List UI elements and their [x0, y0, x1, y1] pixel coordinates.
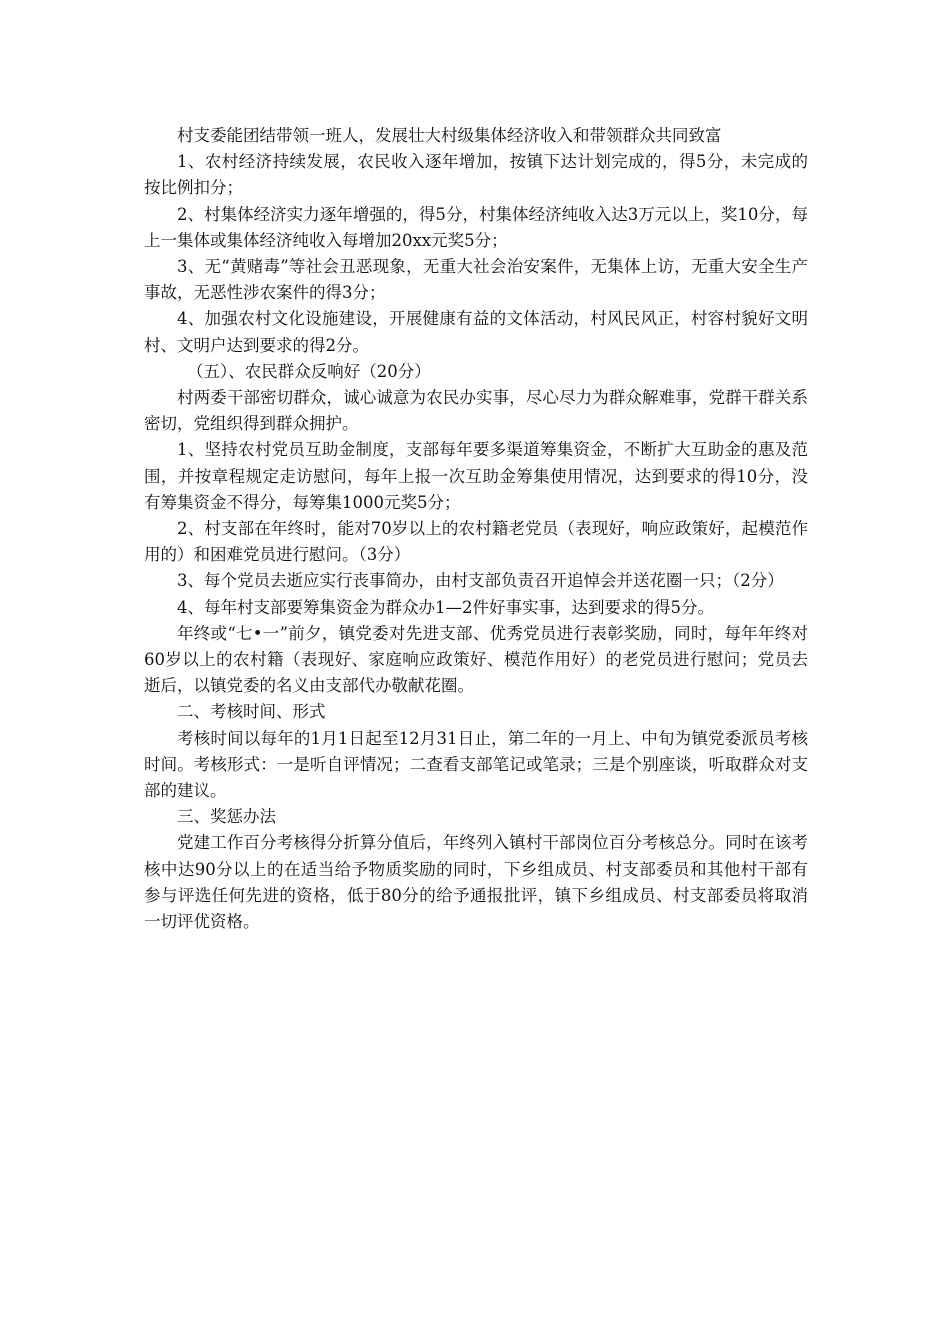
document-page — [144, 123, 808, 935]
paragraph-rewards: 党建工作百分考核得分折算分值后，年终列入镇村干部岗位百分考核总分。同时在该考核中达90分以上的在适当给予物质奖励的同时，下乡组成员、村支部委员和其他村干部有参与评选任何先进的资格，低于80分的给予通报批评，镇下乡组成员、村支部委员将取消一切评优资格。 — [144, 833, 808, 932]
paragraph-section5-intro: 村两委干部密切群众，诚心诚意为农民办实事，尽心尽力为群众解难事，党群干群关系密切，党组织得到群众拥护。 — [144, 388, 808, 434]
paragraph-section5-item-2: 2、村支部在年终时，能对70岁以上的农村籍老党员（表现好，响应政策好，起模范作用的）和困难党员进行慰问。（3分） — [144, 519, 808, 565]
paragraph-item-2: 2、村集体经济实力逐年增强的，得5分，村集体经济纯收入达3万元以上，奖10分，每上一集体或集体经济纯收入每增加20xx元奖5分； — [144, 204, 808, 250]
paragraph-intro: 村支委能团结带领一班人，发展壮大村级集体经济收入和带领群众共同致富 — [177, 126, 722, 145]
section-heading-3: 三、奖惩办法 — [177, 807, 276, 827]
paragraph-section5-item-1: 1、坚持农村党员互助金制度，支部每年要多渠道筹集资金，不断扩大互助金的惠及范围，并按章程规定走访慰问，每年上报一次互助金筹集使用情况，达到要求的得10分，没有筹集资金不得分，每筹集1000元奖5分； — [144, 440, 808, 512]
paragraph-item-4: 4、加强农村文化设施建设，开展健康有益的文体活动，村风民风正，村容村貌好文明村、文明户达到要求的得2分。 — [144, 309, 808, 355]
paragraph-section5-item-3: 3、每个党员去逝应实行丧事简办，由村支部负责召开追悼会并送花圈一只；（2分） — [177, 571, 784, 591]
section-heading-2: 二、考核时间、形式 — [177, 702, 326, 722]
paragraph-assessment-time: 考核时间以每年的1月1日起至12月31日止，第二年的一月上、中旬为镇党委派员考核时间。考核形式：一是听自评情况；二查看支部笔记或笔录；三是个别座谈，听取群众对支部的建议。 — [144, 728, 808, 801]
paragraph-item-3: 3、无“黄赌毒”等社会丑恶现象，无重大社会治安案件，无集体上访，无重大安全生产事故，无恶性涉农案件的得3分； — [144, 257, 808, 303]
paragraph-year-end: 年终或“七•一”前夕，镇党委对先进支部、优秀党员进行表彰奖励，同时，每年年终对60岁以上的农村籍（表现好、家庭响应政策好、模范作用好）的老党员进行慰问；党员去逝后，以镇党委的名义由支部代办敬献花圈。 — [144, 623, 808, 696]
paragraph-section5-item-4: 4、每年村支部要筹集资金为群众办1—2件好事实事，达到要求的得5分。 — [177, 597, 714, 617]
paragraph-item-1: 1、农村经济持续发展，农民收入逐年增加，按镇下达计划完成的，得5分，未完成的按比例扣分； — [144, 152, 808, 198]
section-heading-5: （五）、农民群众反响好（20分） — [187, 361, 431, 381]
